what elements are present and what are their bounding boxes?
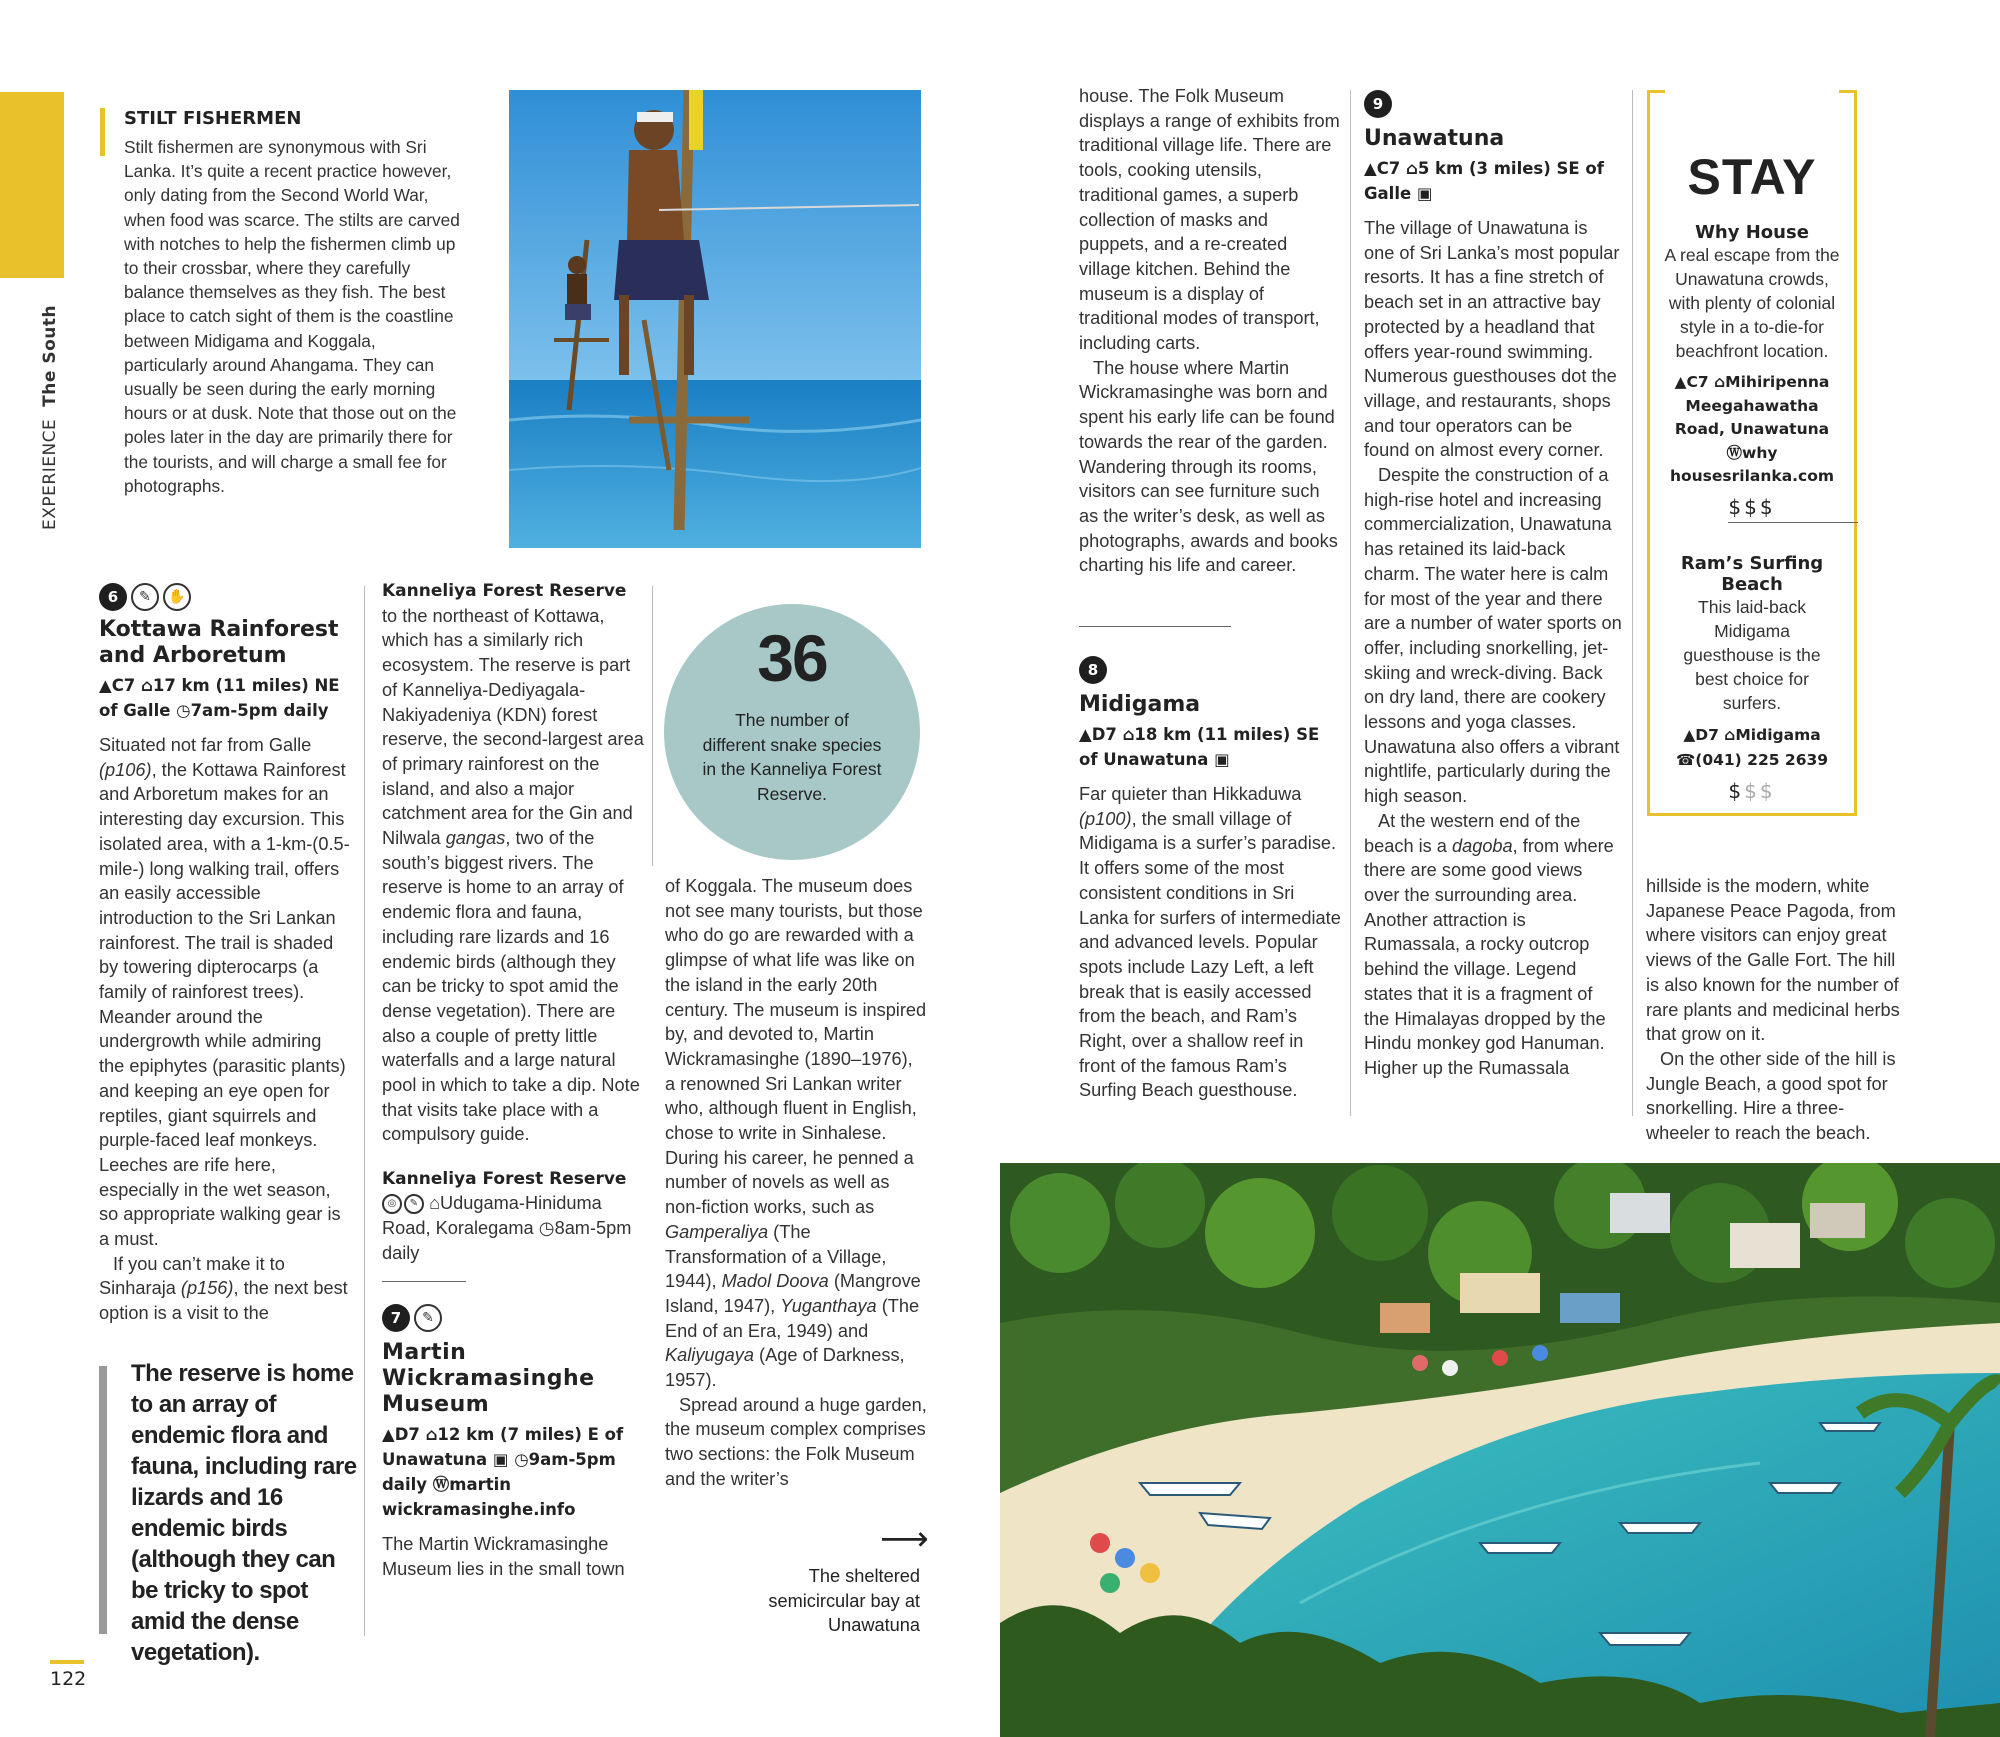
hotel-details: ▲C7 ⌂Mihiripenna Meegahawatha Road, Unawatuna Ⓦwhy housesrilanka.com — [1669, 373, 1835, 485]
book-title: Yuganthaya — [780, 1295, 877, 1316]
text-run: Far quieter than Hikkaduwa — [1079, 784, 1302, 804]
section-9-title: Unawatuna — [1364, 126, 1505, 151]
ticket-icon: ✎ — [404, 1194, 424, 1214]
paragraph: Despite the construction of a high-rise hotel and increasing commercialization, Unawatuna has retained its laid-back charm. The water here is calm for most of the year and there are a number of water sports on offer, including snorkelling, jet-skiing and wreck-diving. Back on dry land, there are cookery lessons and yoga classes. Unawatuna also offers a vibrant nightlife, particularly during the high season. — [1364, 465, 1622, 807]
pull-quote-rule — [99, 1366, 107, 1634]
pull-quote: The reserve is home to an array of endemic flora and fauna, including rare lizards and 16 endemic birds (although they can be tricky to spot amid the dense vegetation). — [131, 1360, 357, 1666]
text-run: of Koggala. The museum does not see many tourists, but those who do go are rewarded with a glimpse of what life was like on the island in the early 20th century. The museum is inspired by, and devoted to, Martin Wickramasinghe (1890–1976), a renowned Sri Lankan writer who, although fluent in English, chose to write in Sinhalese. During his career, he penned a number of novels as well as non-fiction works, such as — [665, 876, 927, 1218]
section-6-title: Kottawa Rainforest and Arboretum — [99, 617, 339, 668]
unawatuna-bay-photo — [1000, 1163, 2000, 1737]
text-run: If you can’t make it to Sinharaja — [99, 1253, 285, 1299]
book-title: Kaliyugaya — [665, 1345, 754, 1366]
section-9-icons — [1364, 90, 1622, 118]
column-6 — [1646, 874, 1900, 1146]
stay-box-top-right — [1839, 90, 1857, 93]
column-rule — [1632, 90, 1633, 1116]
text-run: At the western end of the beach is a — [1364, 810, 1581, 856]
section-label: EXPERIENCE — [40, 418, 60, 530]
column-rule — [364, 586, 365, 1636]
stay-box — [1647, 90, 1857, 816]
box-accent — [100, 108, 105, 156]
text-run: (Mangrove Island, 1947), — [665, 1271, 921, 1316]
hotel-details: ▲D7 ⌂Midigama ☎(041) 225 2639 — [1675, 725, 1829, 769]
column-4 — [1079, 84, 1341, 578]
lead-in: Kanneliya Forest Reserve — [382, 581, 627, 601]
hotel-description: A real escape from the Unawatuna crowds, with plenty of colonial style in a to-die-for beachfront location. — [1664, 245, 1840, 361]
stat-circle — [664, 604, 920, 860]
paragraph: Spread around a huge garden, the museum complex comprises two sections: the Folk Museum and the writer’s — [665, 1394, 927, 1489]
page-number: 122 — [50, 1668, 87, 1690]
listing-details: ⌂Udugama-Hiniduma Road, Koralegama ◷8am-5pm daily — [382, 1193, 632, 1263]
hotel-name: Why House — [1695, 222, 1809, 243]
text-run: , the small village of Midigama is a surfer’s paradise. It offers some of the most consistent conditions in Sri Lanka for surfers of intermediate and advanced levels. Popular spots include Lazy Left, a left break that is easily accessed from the beach, and Ram’s Right, over a shallow reef in front of the famous Ram’s Surfing Beach guesthouse. — [1079, 808, 1341, 1101]
page-number-rule — [50, 1660, 84, 1664]
listing-title: Kanneliya Forest Reserve — [382, 1169, 627, 1190]
book-title: Madol Doova — [721, 1271, 829, 1292]
divider — [1079, 626, 1231, 627]
paragraph: The village of Unawatuna is one of Sri Lanka’s most popular resorts. It has a fine stretch of beach set in an attractive bay protected by a headland that offers year-round swimming. Numerous guesthouses dot the village, and restaurants, shops and tour operators can be found on almost every corner. — [1364, 218, 1620, 461]
paragraph — [99, 1252, 351, 1326]
ticket-icon: ✎ — [414, 1304, 442, 1332]
section-7-meta: ▲D7 ⌂12 km (7 miles) E of Unawatuna ▣ ◷9am-5pm daily Ⓦmartin wickramasinghe.info — [382, 1425, 624, 1520]
section-9-body — [1364, 216, 1622, 1081]
section-8-meta: ▲D7 ⌂18 km (11 miles) SE of Unawatuna ▣ — [1079, 725, 1320, 769]
paragraph — [1079, 782, 1341, 1103]
camera-icon: ◎ — [382, 1194, 402, 1214]
section-6-meta: ▲C7 ⌂17 km (11 miles) NE of Galle ◷7am-5pm daily — [99, 676, 340, 720]
hotel-name: Ram’s Surfing Beach — [1680, 552, 1824, 595]
ticket-icon: ✎ — [131, 583, 159, 611]
text-run: to the northeast of Kottawa, which has a similarly rich ecosystem. The reserve is part of Kanneliya-Dediyagala-Nakiyadeniya (KDN) forest reserve, the second-largest area of primary rainforest on the island, and also a major catchment area for the Gin and Nilwala — [382, 605, 644, 849]
section-8-title: Midigama — [1079, 692, 1201, 717]
emphasis: dagoba — [1451, 835, 1513, 856]
text-run: , the Kottawa Rainforest and Arboretum makes for an interesting day excursion. This isolated area, with a 1-km-(0.5-mile-) long walking trail, offers an easily accessible introduction to the Sri Lankan rainforest. The trail is shaded by towering dipterocarps (a family of rainforest trees). Meander around the undergrowth while admiring the epiphytes (parasitic plants) and keeping an eye open for reptiles, giant squirrels and purple-faced leaf monkeys. Leeches are rife here, especially in the wet season, so appropriate walking gear is a must. — [99, 759, 350, 1250]
stay-heading: STAY — [1687, 149, 1817, 205]
price-rating — [1662, 779, 1842, 803]
stat-caption: The number of different snake species in the Kanneliya Forest Reserve. — [702, 710, 882, 804]
section-number: 9 — [1364, 90, 1392, 118]
section-6-icons — [99, 583, 351, 611]
section-9 — [1364, 90, 1622, 1081]
box-body: Stilt fishermen are synonymous with Sri Lanka. It’s quite a recent practice however, only dating from the Second World War, when food was scarce. The stilts are carved with notches to help the fishermen climb up to their crossbar, where they carefully balance themselves as they fish. The best place to catch sight of them is the coastline between Midigama and Koggala, particularly around Ahangama. They can usually be seen during the early morning hours or at dusk. Note that those out on the poles later in the day are primarily there for the tourists, and will charge a small fee for photographs. — [124, 137, 460, 496]
stat-number: 36 — [757, 621, 827, 695]
stay-box-top-left — [1647, 90, 1665, 93]
paragraph — [1364, 809, 1622, 1081]
stay-entry-2 — [1650, 553, 1854, 803]
page-ref: (p106) — [99, 759, 152, 780]
price-rating: $$$ — [1728, 494, 1776, 519]
paragraph: On the other side of the hill is Jungle Beach, a good spot for snorkelling. Hire a three-wheeler to reach the beach. — [1646, 1048, 1896, 1144]
section-7-body: The Martin Wickramasinghe Museum lies in the small town — [382, 1534, 625, 1579]
page-ref: (p100) — [1079, 808, 1132, 829]
section-7-icons — [382, 1304, 644, 1332]
section-7-title: Martin Wickramasinghe Museum — [382, 1340, 595, 1418]
text-run: (The Transformation of a Village, 1944), — [665, 1221, 887, 1292]
photo-caption: The sheltered semicircular bay at Unawatuna — [768, 1566, 920, 1636]
listing-meta — [382, 1191, 644, 1265]
accent-bar — [0, 92, 64, 278]
stay-entry-1 — [1650, 222, 1854, 519]
text-run: , two of the south’s biggest rivers. The reserve is home to an array of endemic flora and fauna, including rare lizards and 16 endemic birds (although they can be tricky to spot amid the dense vegetation). There are also a couple of pretty little waterfalls and a large natural pool in which to take a dip. Note that visits take place with a compulsory guide. — [382, 828, 640, 1145]
paragraph — [382, 578, 644, 1147]
paragraph — [99, 733, 351, 1252]
column-2-body — [382, 578, 644, 1147]
arrow-right-icon: ⟶ — [880, 1519, 929, 1559]
running-head — [40, 270, 64, 530]
divider — [382, 1281, 466, 1282]
section-8-body — [1079, 782, 1341, 1103]
text-run: (The End of an Era, 1949) and — [665, 1295, 920, 1341]
emphasis: gangas — [445, 828, 506, 849]
section-number: 7 — [382, 1304, 410, 1332]
section-number: 8 — [1079, 656, 1107, 684]
column-3 — [665, 874, 927, 1492]
text-run: , from where there are some good views over the surrounding area. Another attraction is Rumassala, a rocky outcrop behind the village. Legend states that it is a fragment of the Himalayas dropped by the Hindu monkey god Hanuman. Higher up the Rumassala — [1364, 835, 1614, 1078]
price-on: $ — [1728, 778, 1745, 803]
page-ref: (p156) — [180, 1278, 234, 1299]
section-9-meta: ▲C7 ⌂5 km (3 miles) SE of Galle ▣ — [1364, 159, 1604, 203]
book-title: Gamperaliya — [665, 1221, 769, 1242]
text-run: Situated not far from Galle — [99, 735, 312, 755]
box-title: STILT FISHERMEN — [124, 108, 302, 129]
column-rule — [652, 586, 653, 866]
feature-box — [124, 108, 464, 498]
hotel-description: This laid-back Midigama guesthouse is the best choice for surfers. — [1683, 596, 1821, 713]
region-label: The South — [40, 304, 60, 407]
paragraph: hillside is the modern, white Japanese Peace Pagoda, from where visitors can enjoy great views of the Galle Fort. The hill is also known for the number of rare plants and medicinal herbs that grow on it. — [1646, 876, 1900, 1045]
section-number: 6 — [99, 583, 127, 611]
column-rule — [1350, 90, 1351, 1116]
stilt-fishermen-photo — [509, 90, 921, 548]
section-6 — [99, 583, 351, 1326]
hand-icon: ✋ — [163, 583, 191, 611]
section-8-icons — [1079, 656, 1341, 684]
paragraph: house. The Folk Museum displays a range of exhibits from traditional village life. There are tools, cooking utensils, traditional games, a superb collection of masks and puppets, and a re-created village kitchen. Behind the museum is a display of traditional modes of transport, including carts. — [1079, 86, 1340, 354]
text-run: (Age of Darkness, 1957). — [665, 1345, 905, 1391]
paragraph: The house where Martin Wickramasinghe was born and spent his early life can be found towards the rear of the garden. Wandering through its rooms, visitors can see furniture such as the writer’s desk, as well as photographs, awards and books charting his life and career. — [1079, 357, 1338, 576]
text-run: , the next best option is a visit to the — [99, 1278, 348, 1324]
paragraph — [665, 874, 927, 1393]
section-8 — [1079, 656, 1341, 1103]
divider — [1728, 522, 1858, 523]
column-2 — [382, 578, 644, 1582]
price-off: $$ — [1744, 778, 1776, 803]
section-6-body — [99, 733, 351, 1326]
